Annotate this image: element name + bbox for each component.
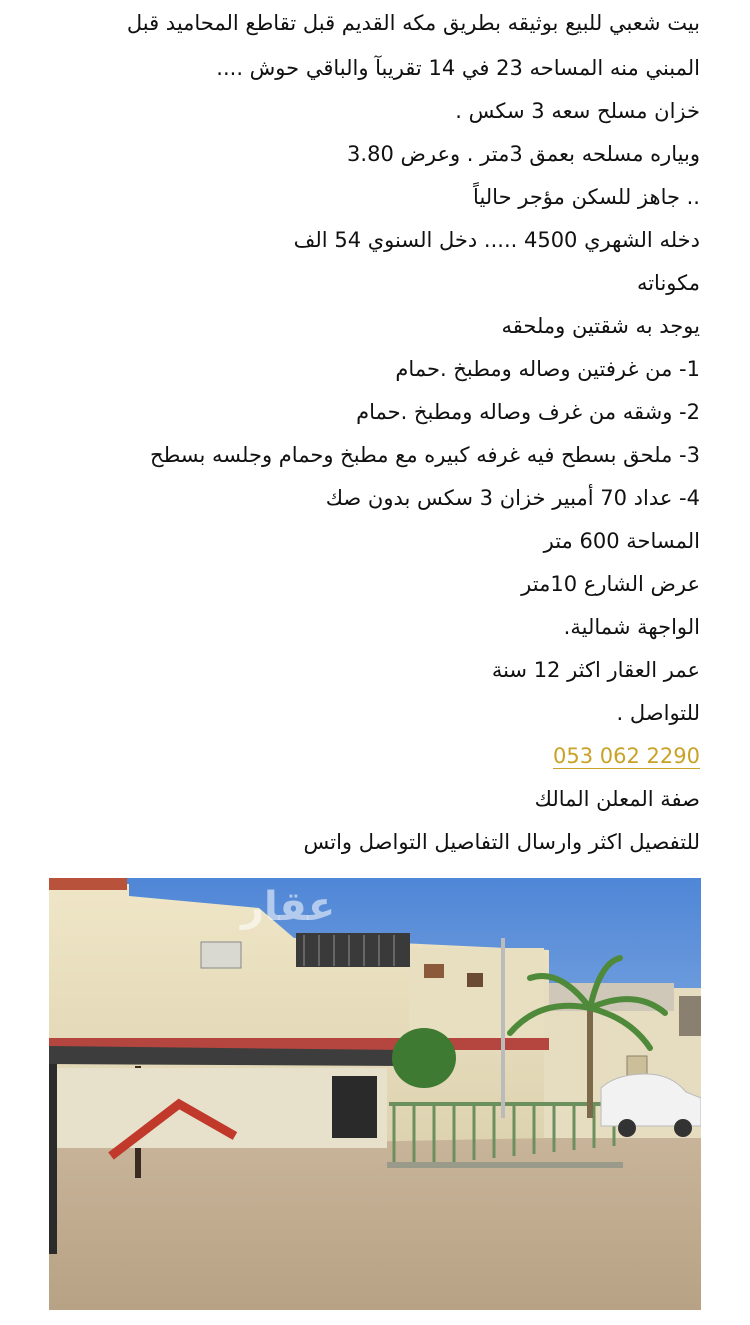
description-line-16: عمر العقار اكثر 12 سنة [491, 658, 700, 682]
description-line-7: مكوناته [636, 271, 700, 295]
contact-note: للتفصيل اكثر وارسال التفاصيل التواصل واتس [303, 830, 700, 854]
watermark-logo: عقار [241, 884, 336, 930]
description-line-14: عرض الشارع 10متر [521, 572, 700, 596]
description-line-6: دخله الشهري 4500 ..... دخل السنوي 54 الف [293, 228, 700, 252]
phone-link[interactable]: 053 062 2290 [553, 744, 700, 768]
description-line-13: المساحة 600 متر [543, 529, 700, 553]
description-line-17: للتواصل . [616, 701, 700, 725]
description-line-2: المبني منه المساحه 23 في 14 تقريبآ والباقي حوش .... [216, 56, 700, 80]
description-line-3: خزان مسلح سعه 3 سكس . [455, 99, 700, 123]
description-line-11: 3- ملحق بسطح فيه غرفه كبيره مع مطبخ وحمام وجلسه بسطح [150, 443, 700, 467]
listing-description [50, 0, 700, 864]
description-line-12: 4- عداد 70 أمبير خزان 3 سكس بدون صك [325, 486, 700, 510]
phone-line [50, 735, 700, 778]
description-line-5: .. جاهز للسكن مؤجر حالياً [473, 185, 700, 209]
description-line-4: وبياره مسلحه بعمق 3متر . وعرض 3.80 [347, 142, 700, 166]
description-line-8: يوجد به شقتين وملحقه [501, 314, 700, 338]
description-line-15: الواجهة شمالية. [563, 615, 700, 639]
property-photo[interactable] [49, 878, 701, 1310]
property-photo-illustration [49, 878, 701, 1310]
description-line-10: 2- وشقه من غرف وصاله ومطبخ .حمام [356, 400, 700, 424]
description-line-1: بيت شعبي للبيع بوثيقه بطريق مكه القديم قبل تقاطع المحاميد قبل [126, 11, 700, 35]
advertiser-type: صفة المعلن المالك [534, 787, 700, 811]
description-line-9: 1- من غرفتين وصاله ومطبخ .حمام [395, 357, 700, 381]
